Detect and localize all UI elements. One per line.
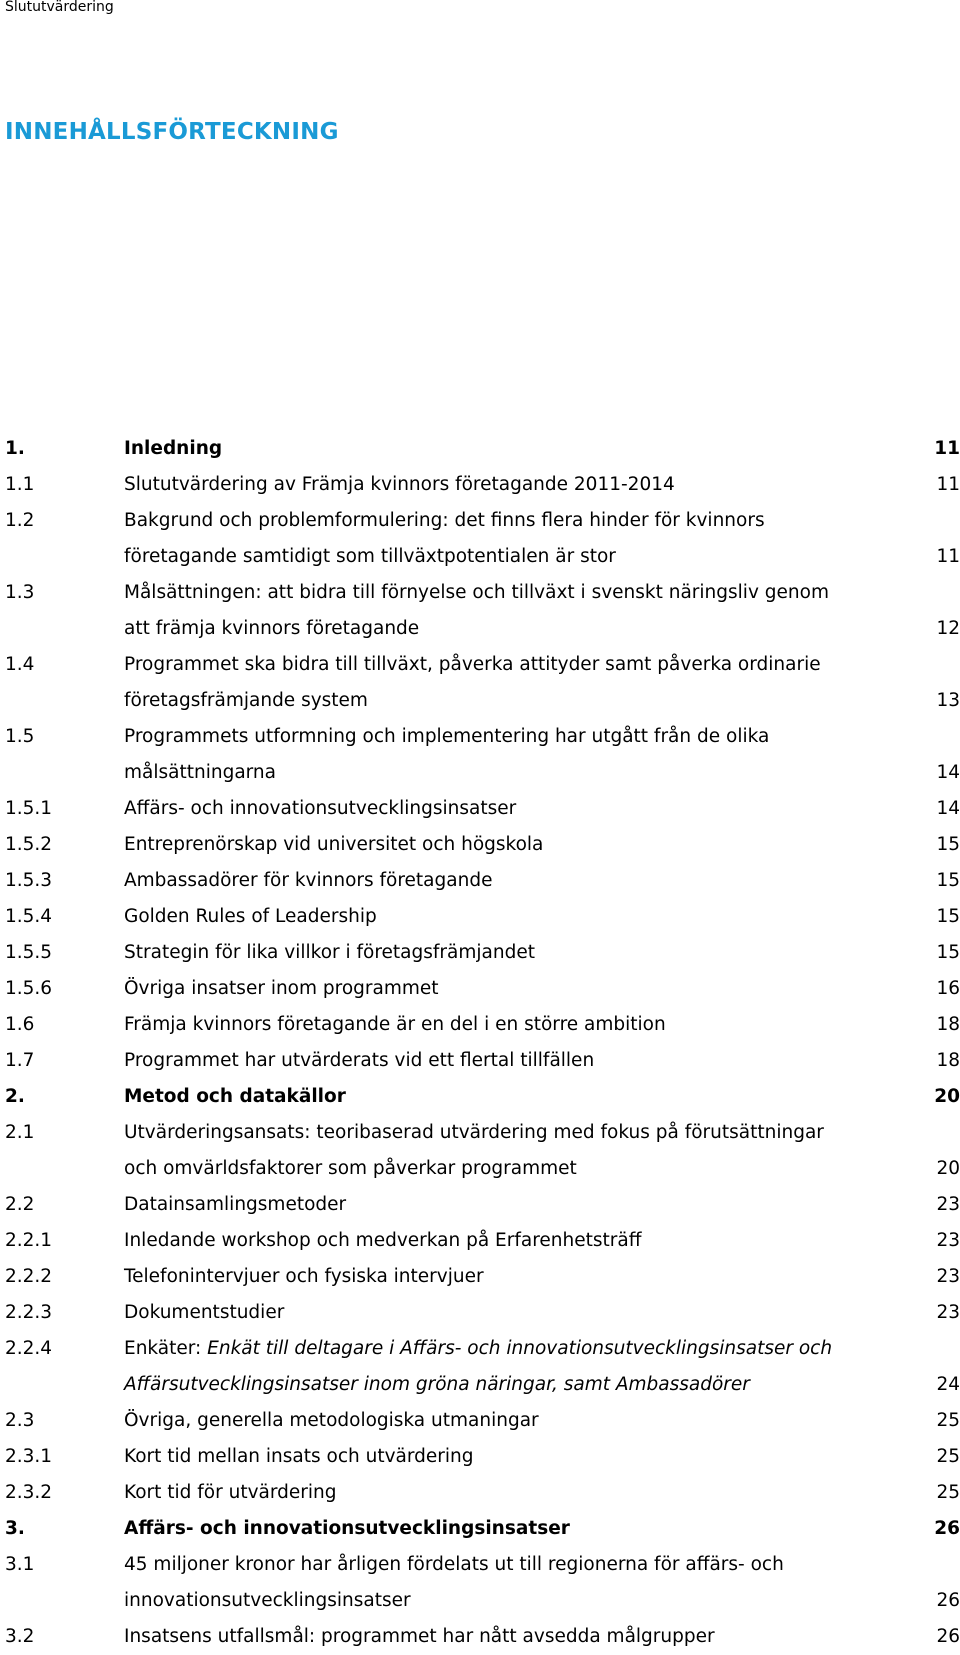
toc-entry[interactable] — [5, 1259, 960, 1295]
toc-entry-title: målsättningarna — [124, 762, 276, 783]
toc-entry-number: 2.3.2 — [5, 1482, 53, 1503]
toc-entry-page: 15 — [936, 942, 960, 963]
toc-entry-title: Programmet ska bidra till tillväxt, påverka attityder samt påverka ordinarie — [124, 654, 821, 675]
toc-entry-line — [5, 1367, 960, 1403]
toc-entry[interactable] — [5, 1223, 960, 1259]
toc-entry-page: 24 — [936, 1374, 960, 1395]
toc-entry-number: 1.3 — [5, 582, 35, 603]
toc-entry[interactable] — [5, 575, 960, 647]
toc-entry-number: 2.3.1 — [5, 1446, 53, 1467]
toc-entry-title: företagande samtidigt som tillväxtpotentialen är stor — [124, 546, 616, 567]
toc-entry-title: Insatsens utfallsmål: programmet har nått avsedda målgrupper — [124, 1626, 715, 1647]
toc-entry-title: Inledning — [124, 438, 223, 459]
toc-entry-title: Bakgrund och problemformulering: det finns flera hinder för kvinnors — [124, 510, 765, 531]
toc-entry-title-prefix: Enkäter: — [124, 1338, 208, 1359]
toc-entry-title: Övriga insatser inom programmet — [124, 978, 439, 999]
toc-entry-page: 25 — [936, 1410, 960, 1431]
toc-entry[interactable] — [5, 1187, 960, 1223]
toc-entry-title: Affärs- och innovationsutvecklingsinsatser — [124, 1518, 570, 1539]
toc-entry-number: 3. — [5, 1518, 25, 1539]
toc-entry-line — [5, 1151, 960, 1187]
toc-entry-title: Datainsamlingsmetoder — [124, 1194, 347, 1215]
toc-entry-line — [5, 467, 960, 503]
toc-entry-line — [5, 1475, 960, 1511]
toc-entry-line — [5, 1079, 960, 1115]
toc-entry[interactable] — [5, 1439, 960, 1475]
toc-entry-number: 1.4 — [5, 654, 35, 675]
toc-entry-line — [5, 827, 960, 863]
toc-entry-line — [5, 647, 960, 683]
toc-entry-page: 11 — [934, 438, 960, 459]
toc-entry-page: 11 — [936, 546, 960, 567]
toc-entry-line — [5, 863, 960, 899]
toc-entry-title: Kort tid för utvärdering — [124, 1482, 337, 1503]
toc-entry-number: 3.1 — [5, 1554, 35, 1575]
toc-entry[interactable] — [5, 935, 960, 971]
toc-entry-page: 13 — [936, 690, 960, 711]
toc-entry-title: företagsfrämjande system — [124, 690, 368, 711]
toc-entry-title: Ambassadörer för kvinnors företagande — [124, 870, 493, 891]
toc-entry-line — [5, 1439, 960, 1475]
toc-entry-line — [5, 1295, 960, 1331]
toc-entry-title-italic: Enkät till deltagare i Affärs- och innovationsutvecklingsinsatser och — [207, 1338, 833, 1359]
toc-entry-number: 1.5.3 — [5, 870, 53, 891]
toc-entry-number: 1.7 — [5, 1050, 35, 1071]
toc-entry-number: 2.2 — [5, 1194, 35, 1215]
toc-entry[interactable] — [5, 431, 960, 467]
toc-entry[interactable] — [5, 971, 960, 1007]
toc-entry[interactable] — [5, 1295, 960, 1331]
toc-entry-number: 2.2.3 — [5, 1302, 53, 1323]
toc-entry[interactable] — [5, 899, 960, 935]
toc-entry-page: 12 — [936, 618, 960, 639]
running-header: Slututvärdering — [5, 0, 114, 15]
toc-entry-line — [5, 1583, 960, 1619]
toc-entry-page: 20 — [936, 1158, 960, 1179]
toc-entry-number: 2.2.1 — [5, 1230, 53, 1251]
toc-entry-title: Kort tid mellan insats och utvärdering — [124, 1446, 474, 1467]
toc-entry-line — [5, 1115, 960, 1151]
toc-entry-line — [5, 611, 960, 647]
toc-entry[interactable] — [5, 1511, 960, 1547]
toc-entry-number: 1.5.1 — [5, 798, 53, 819]
toc-entry-number: 1.5.4 — [5, 906, 53, 927]
toc-entry-page: 18 — [936, 1014, 960, 1035]
toc-entry-title: Slututvärdering av Främja kvinnors företagande 2011-2014 — [124, 474, 675, 495]
toc-entry-page: 26 — [936, 1590, 960, 1611]
toc-entry-page: 23 — [936, 1230, 960, 1251]
toc-entry-title: innovationsutvecklingsinsatser — [124, 1590, 411, 1611]
toc-entry[interactable] — [5, 827, 960, 863]
toc-entry-line — [5, 683, 960, 719]
toc-entry-title: Dokumentstudier — [124, 1302, 285, 1323]
toc-entry-page: 20 — [934, 1086, 960, 1107]
toc-entry[interactable] — [5, 791, 960, 827]
toc-entry-line — [5, 971, 960, 1007]
toc-entry-number: 2.3 — [5, 1410, 35, 1431]
toc-entry-page: 26 — [934, 1518, 960, 1539]
toc-entry-number: 1.6 — [5, 1014, 35, 1035]
toc-entry-line — [5, 1223, 960, 1259]
toc-entry-line — [5, 1619, 960, 1655]
toc-entry[interactable] — [5, 503, 960, 575]
toc-entry-title: Utvärderingsansats: teoribaserad utvärdering med fokus på förutsättningar — [124, 1122, 824, 1143]
toc-entry-page: 14 — [936, 762, 960, 783]
toc-entry[interactable] — [5, 1331, 960, 1403]
toc-entry-number: 1.2 — [5, 510, 35, 531]
toc-entry-title: Målsättningen: att bidra till förnyelse och tillväxt i svenskt näringsliv genom — [124, 582, 829, 603]
toc-entry-page: 25 — [936, 1446, 960, 1467]
toc-entry-line — [5, 1043, 960, 1079]
toc-entry-number: 1.5.2 — [5, 834, 53, 855]
toc-entry-line — [5, 1511, 960, 1547]
toc-entry-line — [5, 539, 960, 575]
toc-entry-page: 15 — [936, 834, 960, 855]
toc-entry-page: 23 — [936, 1194, 960, 1215]
toc-entry-number: 1.5 — [5, 726, 35, 747]
toc-entry-line — [5, 503, 960, 539]
toc-entry-page: 16 — [936, 978, 960, 999]
toc-entry-line — [5, 1331, 960, 1367]
toc-entry-line — [5, 1547, 960, 1583]
toc-entry-number: 1.1 — [5, 474, 35, 495]
toc-entry[interactable] — [5, 1547, 960, 1619]
toc-entry-title — [124, 1331, 832, 1367]
toc-entry[interactable] — [5, 863, 960, 899]
toc-entry-title: Strategin för lika villkor i företagsfrämjandet — [124, 942, 535, 963]
toc-entry-line — [5, 899, 960, 935]
toc-entry-line — [5, 935, 960, 971]
toc-entry[interactable] — [5, 1619, 960, 1655]
toc-entry-title: Främja kvinnors företagande är en del i en större ambition — [124, 1014, 666, 1035]
toc-entry-line — [5, 719, 960, 755]
toc-entry-title: 45 miljoner kronor har årligen fördelats ut till regionerna för affärs- och — [124, 1554, 784, 1575]
toc-entry-title: Affärs- och innovationsutvecklingsinsatser — [124, 798, 517, 819]
table-of-contents — [5, 431, 960, 1655]
toc-entry[interactable] — [5, 1007, 960, 1043]
toc-entry-number: 2.2.2 — [5, 1266, 53, 1287]
toc-entry-number: 1.5.6 — [5, 978, 53, 999]
toc-entry-title: Metod och datakällor — [124, 1086, 346, 1107]
toc-entry-number: 1. — [5, 438, 25, 459]
toc-entry-line — [5, 1259, 960, 1295]
toc-entry[interactable] — [5, 1403, 960, 1439]
toc-entry-title: Golden Rules of Leadership — [124, 906, 377, 927]
toc-entry-page: 23 — [936, 1266, 960, 1287]
toc-title: INNEHÅLLSFÖRTECKNING — [5, 119, 339, 145]
toc-entry-title: och omvärldsfaktorer som påverkar programmet — [124, 1158, 577, 1179]
toc-entry-page: 23 — [936, 1302, 960, 1323]
toc-entry[interactable] — [5, 467, 960, 503]
toc-entry[interactable] — [5, 719, 960, 791]
toc-entry[interactable] — [5, 647, 960, 719]
toc-entry[interactable] — [5, 1043, 960, 1079]
toc-entry-line — [5, 431, 960, 467]
toc-entry-line — [5, 575, 960, 611]
toc-entry-title: Programmet har utvärderats vid ett flertal tillfällen — [124, 1050, 595, 1071]
toc-entry-number: 2.1 — [5, 1122, 35, 1143]
toc-entry-page: 26 — [936, 1626, 960, 1647]
toc-entry-number: 2. — [5, 1086, 25, 1107]
toc-entry-line — [5, 755, 960, 791]
toc-entry-page: 11 — [936, 474, 960, 495]
toc-entry-page: 15 — [936, 870, 960, 891]
toc-entry-line — [5, 791, 960, 827]
toc-entry-line — [5, 1187, 960, 1223]
toc-entry[interactable] — [5, 1115, 960, 1187]
toc-entry-page: 14 — [936, 798, 960, 819]
toc-entry-title: att främja kvinnors företagande — [124, 618, 420, 639]
toc-entry-line — [5, 1403, 960, 1439]
toc-entry-page: 18 — [936, 1050, 960, 1071]
toc-entry-page: 25 — [936, 1482, 960, 1503]
toc-entry-title: Övriga, generella metodologiska utmaningar — [124, 1410, 539, 1431]
toc-entry-number: 3.2 — [5, 1626, 35, 1647]
toc-entry[interactable] — [5, 1475, 960, 1511]
toc-entry-title: Telefonintervjuer och fysiska intervjuer — [124, 1266, 484, 1287]
toc-entry-title: Programmets utformning och implementering har utgått från de olika — [124, 726, 770, 747]
toc-entry-number: 1.5.5 — [5, 942, 53, 963]
toc-entry-line — [5, 1007, 960, 1043]
toc-entry-page: 15 — [936, 906, 960, 927]
toc-entry-title: Affärsutvecklingsinsatser inom gröna näringar, samt Ambassadörer — [124, 1374, 750, 1395]
toc-entry[interactable] — [5, 1079, 960, 1115]
toc-entry-title: Entreprenörskap vid universitet och högskola — [124, 834, 544, 855]
toc-entry-title: Inledande workshop och medverkan på Erfarenhetsträff — [124, 1230, 642, 1251]
toc-entry-number: 2.2.4 — [5, 1338, 53, 1359]
